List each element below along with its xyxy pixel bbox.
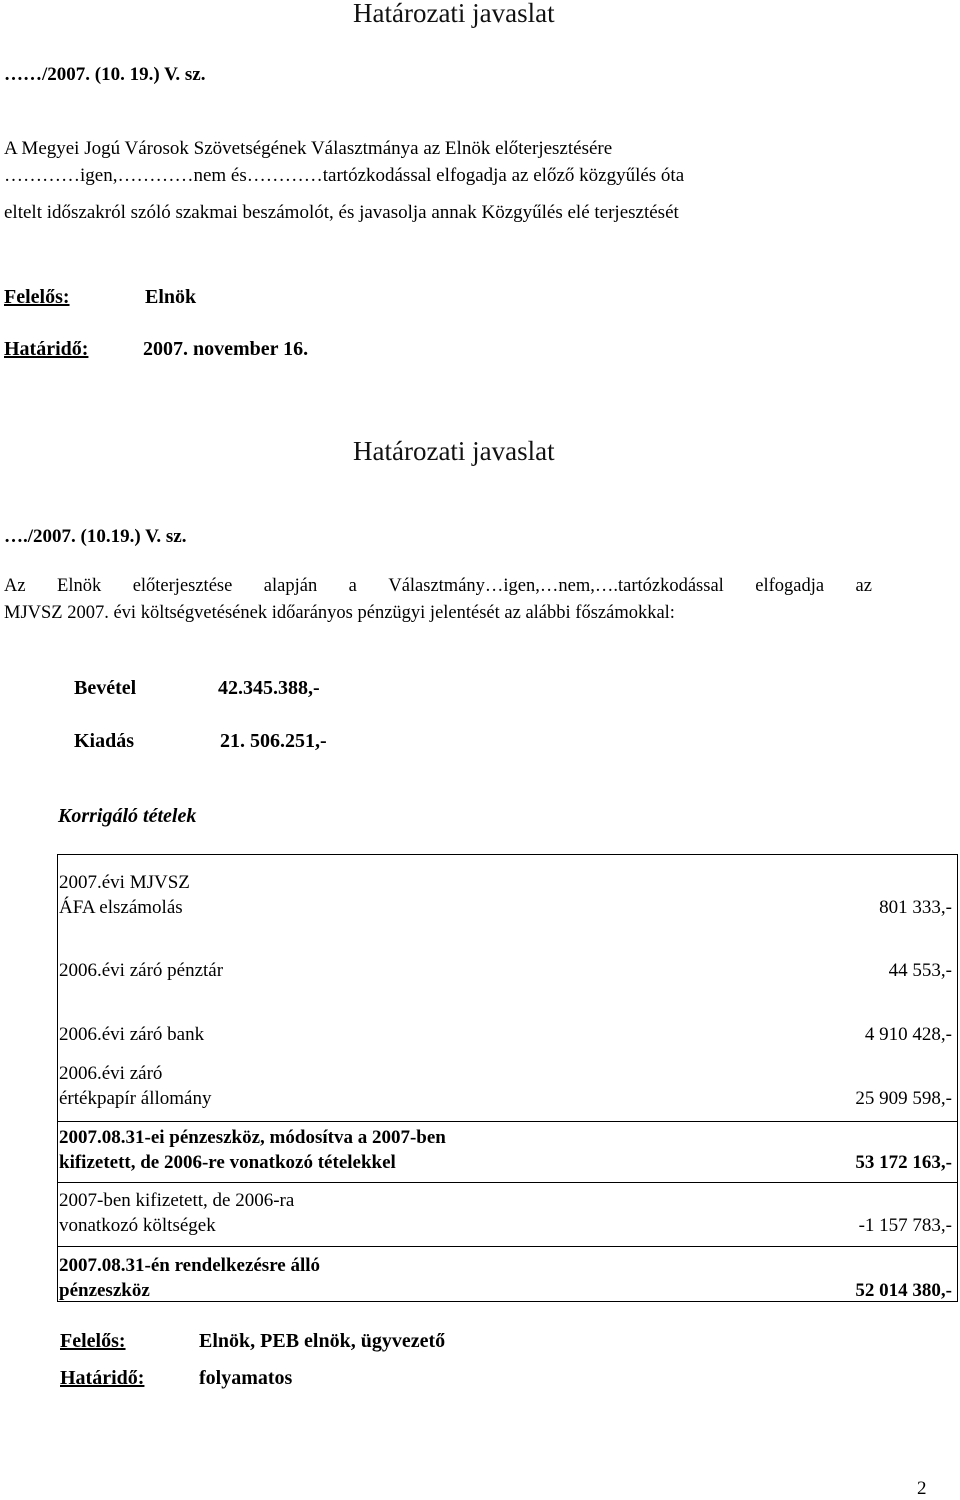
word: elfogadja — [755, 576, 825, 596]
resolution-number-2: …./2007. (10.19.) V. sz. — [4, 526, 187, 547]
word: az — [855, 576, 872, 596]
row-divider — [58, 1121, 957, 1122]
page-number: 2 — [917, 1478, 927, 1499]
resolution-number-1: ……/2007. (10. 19.) V. sz. — [4, 64, 206, 85]
table-row-label: 2006.évi záró bank — [59, 1024, 205, 1045]
table-row-label: 2006.évi záró pénztár — [59, 960, 224, 981]
label-line: 2007.08.31-ei pénzeszköz, módosítva a 2007-ben — [59, 1127, 446, 1148]
label-line: értékpapír állomány — [59, 1088, 212, 1109]
resolution-title-2: Határozati javaslat — [353, 436, 555, 466]
resolution-text-line-1: A Megyei Jogú Városok Szövetségének Választmánya az Elnök előterjesztésére — [4, 138, 613, 159]
table-row-label — [59, 1253, 320, 1303]
row-divider — [58, 1182, 957, 1183]
table-row-label — [59, 1061, 211, 1111]
label-line: vonatkozó költségek — [59, 1215, 216, 1236]
word: alapján — [263, 576, 318, 596]
table-row-value: 25 909 598,- — [855, 1088, 952, 1109]
hatarido-value-1: 2007. november 16. — [143, 338, 309, 360]
correction-table — [57, 854, 958, 1302]
resolution-title-1: Határozati javaslat — [353, 0, 555, 28]
resolution-text-line-2: …………igen,…………nem és…………tartózkodással elfogadja az előző közgyűlés óta — [4, 165, 685, 186]
label-line: kifizetett, de 2006-re vonatkozó tételekkel — [59, 1152, 396, 1173]
table-row-value: 4 910 428,- — [864, 1024, 952, 1045]
felelos-label-1: Felelős: — [4, 286, 70, 308]
table-row-value: 801 333,- — [879, 897, 952, 918]
felelos-value-2: Elnök, PEB elnök, ügyvezető — [199, 1330, 446, 1352]
felelos-value-1: Elnök — [145, 286, 197, 308]
bevetel-label: Bevétel — [74, 677, 137, 699]
resolution-text-line-3: eltelt időszakról szóló szakmai beszámolót, és javasolja annak Közgyűlés elé terjesztését — [4, 202, 679, 223]
kiadas-label: Kiadás — [74, 730, 135, 752]
kiadas-value: 21. 506.251,- — [220, 730, 327, 752]
hatarido-label-1: Határidő: — [4, 338, 89, 360]
bevetel-value: 42.345.388,- — [218, 677, 320, 699]
hatarido-label-2: Határidő: — [60, 1367, 145, 1389]
table-row-value: -1 157 783,- — [858, 1215, 952, 1236]
word: Az — [4, 576, 26, 596]
hatarido-value-2: folyamatos — [199, 1367, 293, 1389]
label-line: 2006.évi záró — [59, 1063, 163, 1084]
korrigalo-tetelek-heading: Korrigáló tételek — [58, 805, 197, 827]
table-row-label — [59, 1125, 446, 1175]
table-row-value: 44 553,- — [888, 960, 952, 981]
table-row-label — [59, 1188, 294, 1238]
resolution-paragraph-line-1 — [4, 576, 872, 597]
word: Elnök — [57, 576, 102, 596]
word: Választmány…igen,…nem,….tartózkodással — [388, 576, 724, 596]
label-line: ÁFA elszámolás — [59, 897, 183, 918]
felelos-label-2: Felelős: — [60, 1330, 126, 1352]
table-row-value: 53 172 163,- — [855, 1152, 952, 1173]
resolution-paragraph-line-2: MJVSZ 2007. évi költségvetésének időarányos pénzügyi jelentését az alábbi főszámokkal: — [4, 603, 675, 623]
label-line: 2007-ben kifizetett, de 2006-ra — [59, 1190, 295, 1211]
label-line: 2007.évi MJVSZ — [59, 872, 190, 893]
row-divider — [58, 1246, 957, 1247]
label-line: 2007.08.31-én rendelkezésre álló — [59, 1255, 321, 1276]
label-line: pénzeszköz — [59, 1280, 150, 1301]
word: előterjesztése — [132, 576, 233, 596]
table-row-value: 52 014 380,- — [855, 1280, 952, 1301]
table-row-label — [59, 870, 190, 920]
word: a — [348, 576, 357, 596]
